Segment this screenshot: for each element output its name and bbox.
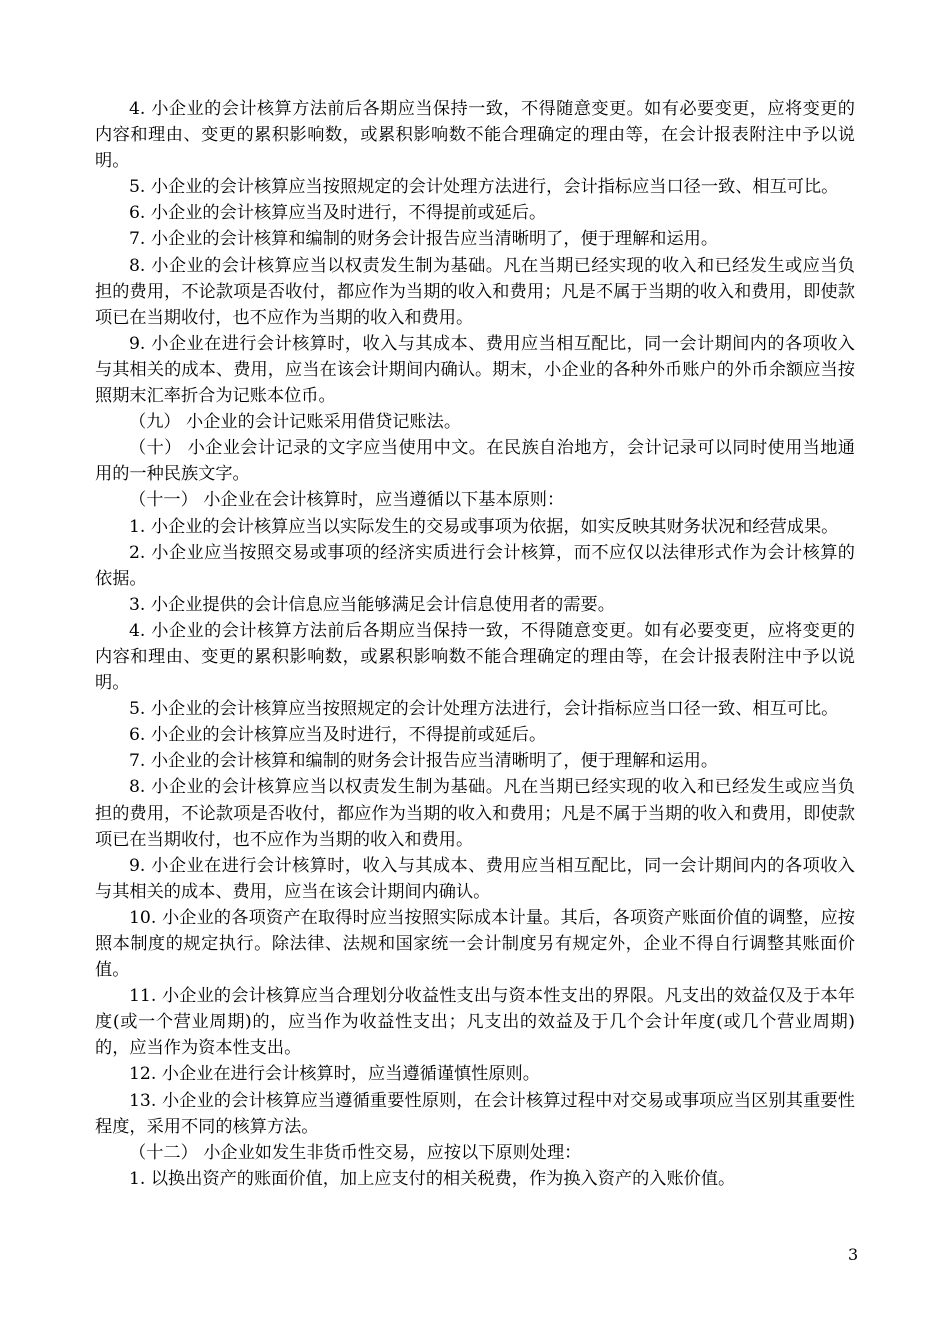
- paragraph: 9. 小企业在进行会计核算时，收入与其成本、费用应当相互配比，同一会计期间内的各项收入与其相关的成本、费用，应当在该会计期间内确认。: [95, 855, 855, 902]
- paragraph: 5. 小企业的会计核算应当按照规定的会计处理方法进行，会计指标应当口径一致、相互可比。: [129, 699, 839, 720]
- document-body: [95, 96, 855, 1192]
- paragraph: 8. 小企业的会计核算应当以权责发生制为基础。凡在当期已经实现的收入和已经发生或应当负担的费用，不论款项是否收付，都应作为当期的收入和费用；凡是不属于当期的收入和费用，即使款项已在当期收付，也不应作为当期的收入和费用。: [95, 777, 855, 850]
- paragraph: 7. 小企业的会计核算和编制的财务会计报告应当清晰明了，便于理解和运用。: [129, 229, 719, 250]
- paragraph: （十一） 小企业在会计核算时，应当遵循以下基本原则：: [129, 490, 565, 511]
- paragraph: 2. 小企业应当按照交易或事项的经济实质进行会计核算，而不应仅以法律形式作为会计核算的依据。: [95, 542, 855, 589]
- paragraph: 13. 小企业的会计核算应当遵循重要性原则，在会计核算过程中对交易或事项应当区别其重要性程度，采用不同的核算方法。: [95, 1090, 855, 1137]
- paragraph: 4. 小企业的会计核算方法前后各期应当保持一致，不得随意变更。如有必要变更，应将变更的内容和理由、变更的累积影响数，或累积影响数不能合理确定的理由等，在会计报表附注中予以说明。: [95, 620, 855, 694]
- paragraph: 6. 小企业的会计核算应当及时进行，不得提前或延后。: [129, 725, 547, 746]
- paragraph: 7. 小企业的会计核算和编制的财务会计报告应当清晰明了，便于理解和运用。: [129, 751, 719, 772]
- paragraph: 11. 小企业的会计核算应当合理划分收益性支出与资本性支出的界限。凡支出的效益仅及于本年度(或一个营业周期)的，应当作为收益性支出；凡支出的效益及于几个会计年度(或几个营业周期)的，应当作为资本性支出。: [95, 986, 855, 1059]
- paragraph: 10. 小企业的各项资产在取得时应当按照实际成本计量。其后，各项资产账面价值的调整，应按照本制度的规定执行。除法律、法规和国家统一会计制度另有规定外，企业不得自行调整其账面价值。: [95, 907, 855, 981]
- paragraph: 5. 小企业的会计核算应当按照规定的会计处理方法进行，会计指标应当口径一致、相互可比。: [129, 177, 839, 198]
- paragraph: 1. 以换出资产的账面价值，加上应支付的相关税费，作为换入资产的入账价值。: [129, 1168, 736, 1189]
- paragraph: （十二） 小企业如发生非货币性交易，应按以下原则处理：: [129, 1142, 582, 1163]
- paragraph: 9. 小企业在进行会计核算时，收入与其成本、费用应当相互配比，同一会计期间内的各项收入与其相关的成本、费用，应当在该会计期间内确认。期末，小企业的各种外币账户的外币余额应当按照期末汇率折合为记账本位币。: [95, 333, 855, 407]
- paragraph: 8. 小企业的会计核算应当以权责发生制为基础。凡在当期已经实现的收入和已经发生或应当负担的费用，不论款项是否收付，都应作为当期的收入和费用；凡是不属于当期的收入和费用，即使款项已在当期收付，也不应作为当期的收入和费用。: [95, 255, 855, 328]
- paragraph: 6. 小企业的会计核算应当及时进行，不得提前或延后。: [129, 203, 547, 224]
- paragraph: 1. 小企业的会计核算应当以实际发生的交易或事项为依据，如实反映其财务状况和经营成果。: [129, 516, 839, 537]
- paragraph: 3. 小企业提供的会计信息应当能够满足会计信息使用者的需要。: [129, 594, 615, 615]
- page-number: 3: [848, 1245, 859, 1264]
- paragraph: 12. 小企业在进行会计核算时，应当遵循谨慎性原则。: [129, 1064, 540, 1085]
- paragraph: （九） 小企业的会计记账采用借贷记账法。: [129, 412, 462, 433]
- paragraph: （十） 小企业会计记录的文字应当使用中文。在民族自治地方，会计记录可以同时使用当地通用的一种民族文字。: [95, 438, 855, 485]
- paragraph: 4. 小企业的会计核算方法前后各期应当保持一致，不得随意变更。如有必要变更，应将变更的内容和理由、变更的累积影响数，或累积影响数不能合理确定的理由等，在会计报表附注中予以说明。: [95, 99, 855, 172]
